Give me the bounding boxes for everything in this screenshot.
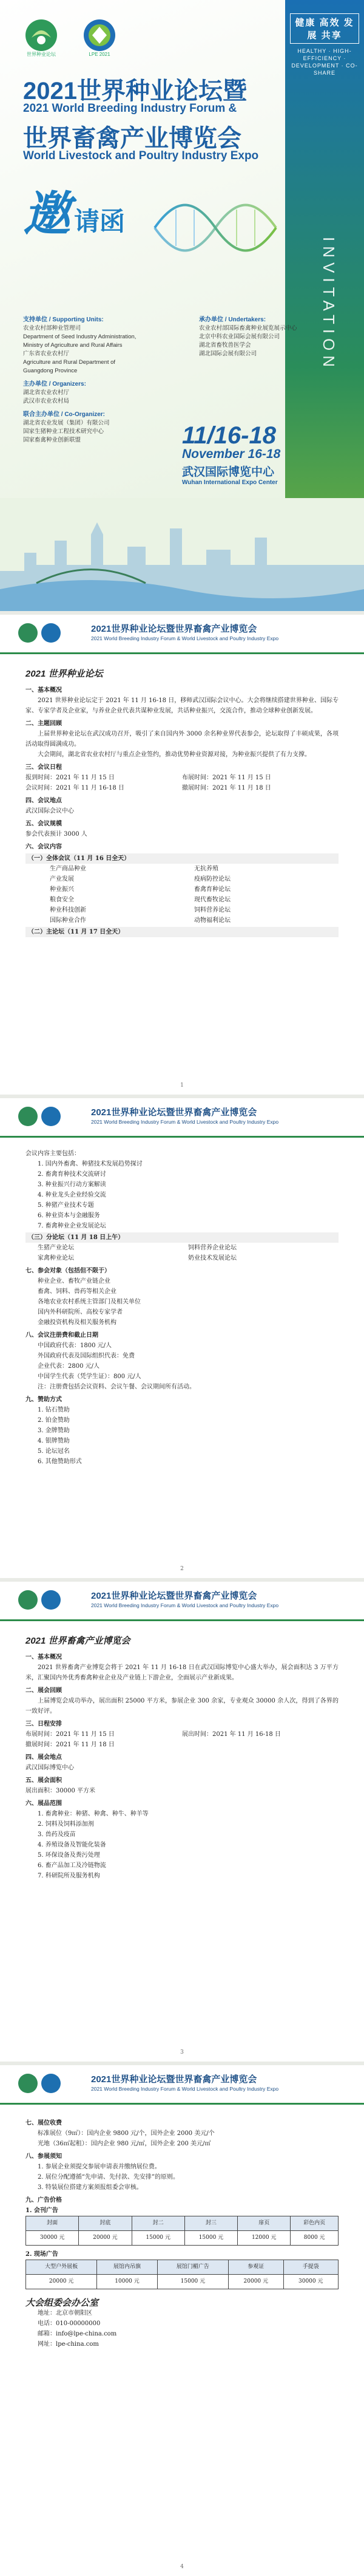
expo-section-title: 2021 世界畜禽产业博览会 xyxy=(25,1636,130,1646)
topic-item: 种业科技创新 xyxy=(50,907,86,914)
venue-en: Wuhan International Expo Center xyxy=(182,479,278,486)
table-header-cell: 展馆内吊旗 xyxy=(97,2260,157,2275)
forum-scale: 参会代表预计 3000 人 xyxy=(25,831,87,838)
topic-row xyxy=(50,915,339,926)
forum-s2-text-1: 上届世界种业论坛在武汉成功召开，吸引了来自国内外 3000 余名种业界代表参会，论坛取得了丰硕成果，各项活动取得圆满成功。 xyxy=(25,731,339,748)
topic-item: 畜禽育种论坛 xyxy=(194,886,231,893)
target-item: 各地农业农村系统主管部门及相关单位 xyxy=(38,1299,141,1305)
page-header xyxy=(0,2065,364,2105)
table-cell: 12000 元 xyxy=(238,2231,291,2246)
expo-logo-icon xyxy=(81,17,118,53)
page-header xyxy=(0,615,364,654)
logo-group xyxy=(23,17,118,57)
header-title-cn: 2021世界种业论坛暨世界畜禽产业博览会 xyxy=(91,1591,257,1601)
forum-s2-text-2: 大会期间，湖北省农业农村厅与重点企业签约，推动优势种业资源对接，为种业振兴提供了有力支撑。 xyxy=(38,751,311,758)
title-en-2: World Livestock and Poultry Industry Expo xyxy=(23,149,259,162)
content-item: 会议内容主要包括： xyxy=(25,1150,80,1157)
slogan-cn: 健康 高效 发展 共享 xyxy=(290,13,359,44)
table-header-row xyxy=(26,2260,339,2275)
header-title-en: 2021 World Breeding Industry Forum & World Livestock and Poultry Industry Expo xyxy=(91,2086,279,2092)
contact-phone: 电话：010-00000000 xyxy=(38,2320,101,2327)
forum-s1-heading: 一、基本概况 xyxy=(25,687,62,694)
invitation-big-char: 邀 xyxy=(23,187,71,241)
undertakers xyxy=(199,316,339,358)
header-logo-icon xyxy=(18,1590,38,1610)
onsite-ad-table xyxy=(25,2260,339,2289)
topic-item: 疫病防控论坛 xyxy=(194,876,231,883)
fee-item: 中国学生代表（凭学生证）：800 元/人 xyxy=(38,1373,141,1380)
header-logo-2-icon xyxy=(41,623,61,643)
forum-s5-heading: 五、会议规模 xyxy=(25,821,62,827)
topic-row xyxy=(50,874,339,884)
table-cell: 8000 元 xyxy=(291,2231,339,2246)
fee-item: 中国政府代表：1800 元/人 xyxy=(38,1342,112,1349)
table-cell: 10000 元 xyxy=(97,2275,157,2289)
forum-s1-text: 2021 世界种业论坛定于 2021 年 11 月 16-18 日，移师武汉国际会议中心。大会将继续搭建世界种业、国际专家、专家学者及企业家，与养业企业代表共谋种业发展，共话种业振兴，交流合作，推动全球种业创新发展。 xyxy=(25,697,339,714)
contact-title: 大会组委会办公室 xyxy=(25,2298,99,2308)
co-organizers-heading: 联合主办单位 / Co-Organizer: xyxy=(23,411,106,418)
forum-venue: 武汉国际会议中心 xyxy=(25,808,74,815)
forum-s8-heading: 八、会议注册费和截止日期 xyxy=(25,1332,98,1339)
city-skyline-image xyxy=(0,498,364,611)
header-logo-icon xyxy=(18,1107,38,1126)
organizer-list xyxy=(23,316,339,449)
supporting-text: 农业农村部种业管理司 Department of Seed Industry Administration, Ministry of Agriculture and Rural Affairs 广东省农业农村厅 Agriculture and Rural Department of Guangdong Province xyxy=(23,325,136,374)
schedule-row xyxy=(25,773,339,783)
forum-sub1-heading: （一）全体会议（11 月 16 日全天） xyxy=(25,853,339,864)
target-item: 畜禽、饲料、兽药等相关企业 xyxy=(38,1288,116,1295)
forum-logo-text: 世界种业论坛 xyxy=(27,51,56,57)
title-en: 2021 World Breeding Industry Forum & xyxy=(23,102,237,115)
header-logo-2-icon xyxy=(41,1107,61,1126)
table-cell: 15000 元 xyxy=(132,2231,184,2246)
range-item: 3. 兽药及疫苗 xyxy=(38,1831,76,1838)
table-header-cell: 大型户外展板 xyxy=(26,2260,97,2275)
invitation-heading xyxy=(23,176,125,244)
topic-row xyxy=(50,905,339,915)
topic-row xyxy=(50,864,339,874)
topic-item: 粮食安全 xyxy=(50,897,74,903)
table-header-cell: 彩色内页 xyxy=(291,2216,339,2231)
header-title-cn: 2021世界种业论坛暨世界畜禽产业博览会 xyxy=(91,1107,257,1118)
schedule-row xyxy=(25,1729,339,1740)
supporting-heading: 支持单位 / Supporting Units: xyxy=(23,316,104,323)
notice-item: 2. 展位分配遵循“先申请、先付款、先安排”的原则。 xyxy=(38,2174,179,2181)
title-cn: 2021世界种业论坛暨 xyxy=(23,78,247,104)
table-header-cell: 参观证 xyxy=(229,2260,283,2275)
dna-icon xyxy=(152,194,279,261)
table-row xyxy=(26,2231,339,2246)
expo-area: 展出面积：30000 平方米 xyxy=(25,1788,95,1794)
notice-item: 1. 参展企业须提交参展申请表并缴纳展位费。 xyxy=(38,2164,161,2170)
forum-s2-heading: 二、主题回顾 xyxy=(25,720,62,727)
expo-s5-heading: 五、展会面积 xyxy=(25,1777,62,1784)
content-item: 1. 国内外畜禽、种猪技术发展趋势探讨 xyxy=(38,1161,143,1167)
undertakers-text: 农业农村部国际畜禽种业展览展示中心 北京中科农业国际会展有限公司 湖北省畜牧兽医学会 湖北国际会展有限公司 xyxy=(199,325,297,357)
target-item: 种业企业、畜牧产业链企业 xyxy=(38,1278,110,1285)
expo-logo xyxy=(81,17,118,57)
page-header xyxy=(0,1098,364,1138)
slogan xyxy=(290,13,359,77)
range-item: 2. 饲料及饲料添加剂 xyxy=(38,1821,94,1828)
page-number: 1 xyxy=(180,1082,184,1088)
expo-s7-heading: 七、展位收费 xyxy=(25,2120,62,2127)
expo-s2-text: 上届博览会成功举办，展出面积 25000 平方米，参展企业 300 余家，专业观众 30000 余人次，得到了各界的一致好评。 xyxy=(25,1698,339,1715)
expo-s1-heading: 一、基本概况 xyxy=(25,1654,62,1661)
fee-item: 外国政府代表及国际组织代表：免费 xyxy=(38,1353,135,1359)
schedule-item: 布展时间：2021 年 11 月 15 日 xyxy=(25,1731,115,1738)
table-header-cell: 封二 xyxy=(132,2216,184,2231)
schedule-item xyxy=(182,1740,339,1750)
forum-sub2-heading: （二）主论坛（11 月 17 日全天） xyxy=(25,927,339,937)
header-logo-icon xyxy=(18,2074,38,2093)
table-header-cell: 手提袋 xyxy=(283,2260,339,2275)
forum-page-1 xyxy=(0,615,364,1095)
sponsor-item: 1. 钻石赞助 xyxy=(38,1407,70,1413)
table-cell: 20000 元 xyxy=(229,2275,283,2289)
sponsor-item: 3. 金牌赞助 xyxy=(38,1427,70,1434)
event-date: 11/16-18 xyxy=(182,422,276,449)
topic-item: 种业振兴 xyxy=(50,886,74,893)
target-item: 金融投资机构及相关服务机构 xyxy=(38,1319,116,1326)
range-item: 6. 畜产品加工及冷链物流 xyxy=(38,1862,106,1869)
slogan-en: HEALTHY · HIGH-EFFICIENCY · DEVELOPMENT · CO-SHARE xyxy=(291,48,358,76)
range-item: 7. 科研院所及服务机构 xyxy=(38,1873,100,1879)
forum-s6-heading: 六、会议内容 xyxy=(25,844,62,850)
expo-s2-heading: 二、展会回顾 xyxy=(25,1687,62,1694)
fee-item: 企业代表：2800 元/人 xyxy=(38,1363,99,1370)
schedule-item: 会议时间：2021 年 11 月 16-18 日 xyxy=(25,785,124,791)
subforum-item: 奶业技术发展论坛 xyxy=(188,1255,237,1262)
header-title-en: 2021 World Breeding Industry Forum & World Livestock and Poultry Industry Expo xyxy=(91,1602,279,1608)
table-header-row xyxy=(26,2216,339,2231)
expo-s9-heading: 九、广告价格 xyxy=(25,2197,62,2204)
table-cell: 15000 元 xyxy=(184,2231,237,2246)
topic-item: 国际种业合作 xyxy=(50,917,86,924)
invitation-small-text: 请函 xyxy=(74,207,126,236)
expo-venue: 武汉国际博览中心 xyxy=(25,1765,74,1771)
forum-sub3-heading: （三）分论坛（11 月 18 日上午） xyxy=(25,1232,339,1243)
content-item: 4. 种业龙头企业经验交流 xyxy=(38,1192,106,1198)
schedule-row xyxy=(25,1740,339,1750)
page-number: 3 xyxy=(180,2049,184,2055)
expo-s6-heading: 六、展品范围 xyxy=(25,1800,62,1807)
table-row xyxy=(26,2275,339,2289)
co-organizers-text: 湖北省农业发展（集团）有限公司 国家生猪种业工程技术研究中心 国家畜禽种业创新联盟 xyxy=(23,420,110,443)
expo-logo-text: LPE 2021 xyxy=(89,51,110,57)
header-logo-icon xyxy=(18,623,38,643)
invitation-vertical-text: INVITATION xyxy=(320,237,338,372)
contact-address: 地址：北京市朝阳区 xyxy=(38,2310,92,2317)
cover-page xyxy=(0,0,364,611)
forum-s3-heading: 三、会议日程 xyxy=(25,764,62,771)
contact-website[interactable]: 网址：lpe-china.com xyxy=(38,2341,99,2348)
subforum-row xyxy=(38,1253,339,1263)
co-organizers xyxy=(23,411,339,445)
target-item: 国内外科研院所、高校专家学者 xyxy=(38,1309,123,1316)
ad-table-title: 1. 会刊广告 xyxy=(25,2207,58,2214)
sponsor-item: 6. 其他赞助形式 xyxy=(38,1458,82,1465)
notice-item: 3. 特装展位搭建方案须报组委会审核。 xyxy=(38,2184,143,2191)
schedule-item: 展出时间：2021 年 11 月 16-18 日 xyxy=(182,1731,281,1738)
subforum-item: 饲料营养企业论坛 xyxy=(188,1245,237,1251)
schedule-item: 布展时间：2021 年 11 月 15 日 xyxy=(182,774,271,781)
organizers xyxy=(23,380,339,406)
title-cn-2: 世界畜禽产业博览会 xyxy=(23,125,241,152)
content-item: 7. 畜禽种业企业发展论坛 xyxy=(38,1223,106,1229)
content-item: 3. 种业振兴行动方案解读 xyxy=(38,1181,106,1188)
booth-item: 标准展位（9㎡）：国内企业 9800 元/个，国外企业 2000 美元/个 xyxy=(38,2130,215,2137)
schedule-item: 撤展时间：2021 年 11 月 18 日 xyxy=(182,785,271,791)
ad2-table-title: 2. 现场广告 xyxy=(25,2251,58,2258)
table-header-cell: 封面 xyxy=(26,2216,79,2231)
page-number: 2 xyxy=(180,1566,184,1572)
table-header-cell: 封三 xyxy=(184,2216,237,2231)
ad-price-table xyxy=(25,2216,339,2246)
table-cell: 20000 元 xyxy=(26,2275,97,2289)
page-header xyxy=(0,1582,364,1621)
content-item: 2. 畜禽育种技术交流研讨 xyxy=(38,1171,106,1178)
undertakers-heading: 承办单位 / Undertakers: xyxy=(199,316,266,323)
forum-s9-heading: 九、赞助方式 xyxy=(25,1396,62,1403)
booth-item: 光地（36㎡起租）：国内企业 980 元/㎡，国外企业 200 美元/㎡ xyxy=(38,2140,211,2147)
topic-row xyxy=(50,884,339,895)
table-cell: 15000 元 xyxy=(157,2275,228,2289)
page-number: 4 xyxy=(180,2564,184,2570)
header-title-en: 2021 World Breeding Industry Forum & World Livestock and Poultry Industry Expo xyxy=(91,1119,279,1125)
table-cell: 30000 元 xyxy=(26,2231,79,2246)
forum-page-2 xyxy=(0,1098,364,1578)
expo-page-2 xyxy=(0,2065,364,2576)
table-header-cell: 封底 xyxy=(79,2216,132,2231)
header-logo-2-icon xyxy=(41,1590,61,1610)
expo-s1-text: 2021 世界畜禽产业博览会将于 2021 年 11 月 16-18 日在武汉国际博览中心盛大举办，展会面积达 3 万平方米，汇聚国内外优秀畜禽种业企业及产业链上下游企业，全面展示产业新成果。 xyxy=(25,1664,339,1681)
subforum-row xyxy=(38,1243,339,1253)
table-cell: 30000 元 xyxy=(283,2275,339,2289)
topic-item: 生产商品种业 xyxy=(50,866,86,872)
venue-cn: 武汉国际博览中心 xyxy=(182,466,275,479)
table-cell: 20000 元 xyxy=(79,2231,132,2246)
expo-s8-heading: 八、参展须知 xyxy=(25,2153,62,2160)
topic-item: 无抗养殖 xyxy=(194,866,218,872)
fee-note: 注：注册费包括会议资料、会议午餐、会议期间所有活动。 xyxy=(38,1384,195,1390)
forum-logo-icon xyxy=(23,17,59,53)
range-item: 5. 环保设备及粪污处理 xyxy=(38,1852,100,1859)
table-header-cell: 展馆门楣广告 xyxy=(157,2260,228,2275)
expo-s4-heading: 四、展会地点 xyxy=(25,1754,62,1761)
header-title-en: 2021 World Breeding Industry Forum & World Livestock and Poultry Industry Expo xyxy=(91,635,279,641)
topic-row xyxy=(50,895,339,905)
content-item: 5. 种猪产业技术专题 xyxy=(38,1202,94,1209)
forum-s7-heading: 七、参会对象（包括但不限于） xyxy=(25,1268,110,1274)
topic-item: 饲料营养论坛 xyxy=(194,907,231,914)
content-item: 6. 种业资本与金融服务 xyxy=(38,1212,100,1219)
forum-s4-heading: 四、会议地点 xyxy=(25,798,62,804)
schedule-item: 撤展时间：2021 年 11 月 18 日 xyxy=(25,1741,115,1748)
header-title-cn: 2021世界种业论坛暨世界畜禽产业博览会 xyxy=(91,2074,257,2085)
sponsor-item: 4. 银牌赞助 xyxy=(38,1438,70,1444)
contact-email[interactable]: 邮箱：info@lpe-china.com xyxy=(38,2331,117,2337)
sponsor-item: 5. 论坛冠名 xyxy=(38,1448,70,1455)
topic-item: 产业发展 xyxy=(50,876,74,883)
range-item: 1. 畜禽种业：种猪、种禽、种牛、种羊等 xyxy=(38,1811,149,1817)
expo-page-1 xyxy=(0,1582,364,2062)
topic-item: 动物福利论坛 xyxy=(194,917,231,924)
contact-block xyxy=(25,2298,339,2349)
header-logo-2-icon xyxy=(41,2074,61,2093)
topic-item: 现代畜牧论坛 xyxy=(194,897,231,903)
event-date-block xyxy=(182,422,280,486)
event-date-en: November 16-18 xyxy=(182,447,281,461)
range-item: 4. 养殖设备及智能化装备 xyxy=(38,1842,106,1848)
subforum-item: 家禽种业论坛 xyxy=(38,1255,74,1262)
organizers-text: 湖北省农业农村厅 武汉市农业农村局 xyxy=(23,389,70,405)
expo-s3-heading: 三、日程安排 xyxy=(25,1721,62,1727)
forum-section-title: 2021 世界种业论坛 xyxy=(25,669,103,679)
schedule-item: 报到时间：2021 年 11 月 15 日 xyxy=(25,774,115,781)
subforum-item: 生猪产业论坛 xyxy=(38,1245,74,1251)
schedule-row xyxy=(25,783,339,793)
header-title-cn: 2021世界种业论坛暨世界畜禽产业博览会 xyxy=(91,624,257,634)
table-header-cell: 扉页 xyxy=(238,2216,291,2231)
forum-logo xyxy=(23,17,59,57)
organizers-heading: 主办单位 / Organizers: xyxy=(23,381,86,388)
sponsor-item: 2. 铂金赞助 xyxy=(38,1417,70,1424)
